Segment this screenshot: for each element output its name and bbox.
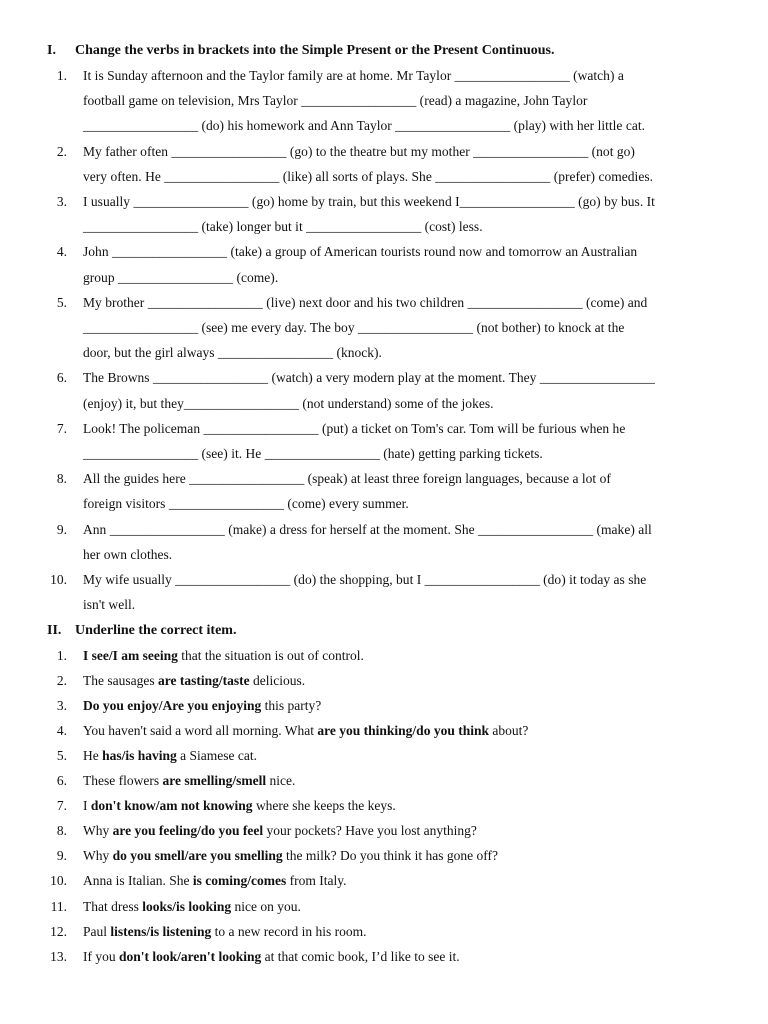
answer-options[interactable]: listens/is listening: [110, 923, 212, 939]
item-number: 4.: [56, 723, 67, 739]
sentence-before: Paul: [83, 923, 111, 939]
section-1-heading: [47, 43, 555, 59]
item-text-line: The Browns _________________ (watch) a very modern play at the moment. They _________________: [83, 370, 655, 386]
item-text-line: My brother _________________ (live) next door and his two children _________________ (come) and: [83, 294, 648, 310]
sentence-after: nice on you.: [231, 898, 301, 914]
answer-options[interactable]: don't look/aren't looking: [119, 948, 262, 964]
item-number: 9.: [56, 848, 67, 864]
sentence-before: These flowers: [83, 773, 163, 789]
item-text-line: All the guides here _________________ (speak) at least three foreign languages, because a lot of: [83, 471, 611, 487]
item-number: 1.: [56, 68, 67, 83]
item-number: 10.: [50, 873, 67, 889]
item-number: 4.: [56, 244, 67, 260]
item-text-line: door, but the girl always _________________ (knock).: [83, 345, 382, 361]
answer-options[interactable]: are you feeling/do you feel: [112, 823, 264, 839]
answer-options[interactable]: has/is having: [102, 748, 177, 764]
sentence-before: The sausages: [83, 673, 158, 689]
choice-sentence: [83, 949, 460, 965]
item-number: 8.: [56, 823, 67, 839]
choice-sentence: [83, 873, 346, 889]
choice-sentence: [83, 848, 498, 864]
choice-sentence: [83, 748, 257, 764]
choice-sentence: [83, 648, 364, 664]
answer-options[interactable]: are you thinking/do you think: [317, 723, 489, 739]
item-text-line: My wife usually _________________ (do) the shopping, but I _________________ (do) it today as she: [83, 572, 647, 587]
item-text-line: foreign visitors _________________ (come) every summer.: [83, 496, 409, 512]
answer-options[interactable]: don't know/am not knowing: [90, 798, 253, 814]
item-number: 12.: [50, 923, 67, 939]
item-text-line: her own clothes.: [83, 546, 173, 562]
item-number: 6.: [56, 370, 67, 386]
choice-sentence: [83, 773, 295, 789]
sentence-before: He: [83, 748, 103, 764]
section-2-title: Underline the correct item.: [75, 623, 237, 638]
item-text-line: I usually _________________ (go) home by train, but this weekend I_________________ (go) by bus. It: [83, 194, 655, 209]
choice-sentence: [83, 723, 528, 739]
item-text-line: John _________________ (take) a group of American tourists round now and tomorrow an Australian: [83, 244, 638, 260]
item-number: 8.: [56, 471, 67, 487]
item-number: 7.: [56, 798, 67, 814]
sentence-after: from Italy.: [286, 873, 347, 889]
sentence-after: about?: [488, 723, 529, 739]
choice-sentence: [83, 823, 477, 839]
sentence-before: You haven't said a word all morning. What: [83, 723, 318, 739]
item-text-line: My father often _________________ (go) to the theatre but my mother _________________ (not go): [83, 143, 635, 159]
section-1-title: Change the verbs in brackets into the Simple Present or the Present Continuous.: [75, 43, 555, 58]
item-text-line: _________________ (do) his homework and Ann Taylor _________________ (play) with her little cat.: [83, 118, 646, 134]
sentence-after: the milk? Do you think it has gone off?: [282, 848, 498, 864]
item-number: 1.: [56, 648, 67, 663]
item-number: 11.: [50, 898, 67, 914]
sentence-after: at that comic book, I’d like to see it.: [261, 948, 460, 964]
answer-options[interactable]: do you smell/are you smelling: [112, 848, 283, 864]
item-text-line: _________________ (see) it. He _________________ (hate) getting parking tickets.: [83, 445, 543, 461]
item-number: 9.: [56, 521, 67, 537]
sentence-before: Anna is Italian. She: [83, 873, 193, 889]
answer-options[interactable]: is coming/comes: [192, 873, 287, 889]
choice-sentence: [83, 798, 396, 814]
item-number: 5.: [56, 748, 67, 764]
sentence-before: If you: [83, 948, 119, 964]
answer-options[interactable]: are tasting/taste: [157, 673, 250, 689]
item-number: 10.: [50, 572, 67, 587]
section-2-numeral: II.: [47, 623, 62, 638]
item-text-line: (enjoy) it, but they_________________ (not understand) some of the jokes.: [83, 395, 494, 411]
sentence-after: nice.: [266, 773, 296, 789]
sentence-before: Why: [83, 848, 113, 864]
choice-sentence: [83, 899, 301, 915]
choice-sentence: [83, 673, 305, 689]
item-number: 5.: [56, 294, 67, 310]
section-1-numeral: I.: [47, 43, 56, 58]
sentence-after: your pockets? Have you lost anything?: [263, 823, 477, 839]
sentence-after: that the situation is out of control.: [177, 648, 364, 663]
answer-options[interactable]: Do you enjoy/Are you enjoying: [83, 698, 262, 714]
item-text-line: very often. He _________________ (like) all sorts of plays. She _________________ (prefer) comedies.: [83, 168, 654, 184]
sentence-before: I: [83, 798, 91, 814]
section-2-heading: [47, 623, 236, 639]
sentence-after: to a new record in his room.: [211, 923, 367, 939]
item-text-line: football game on television, Mrs Taylor _________________ (read) a magazine, John Taylor: [83, 93, 588, 109]
sentence-after: a Siamese cat.: [176, 748, 258, 764]
choice-sentence: [83, 698, 321, 714]
item-text-line: group _________________ (come).: [83, 269, 279, 285]
item-text-line: Look! The policeman _________________ (put) a ticket on Tom's car. Tom will be furious when he: [83, 420, 626, 436]
item-text-line: _________________ (take) longer but it _________________ (cost) less.: [83, 219, 483, 235]
item-text-line: isn't well.: [83, 597, 136, 613]
answer-options[interactable]: looks/is looking: [142, 898, 232, 914]
sentence-before: Why: [83, 823, 113, 839]
item-number: 6.: [56, 773, 67, 789]
item-text-line: It is Sunday afternoon and the Taylor family are at home. Mr Taylor _________________ (watch) a: [83, 68, 624, 83]
answer-options[interactable]: are smelling/smell: [162, 773, 267, 789]
item-number: 2.: [56, 143, 67, 159]
item-number: 7.: [56, 420, 67, 436]
sentence-before: That dress: [83, 898, 143, 914]
item-number: 3.: [56, 194, 67, 209]
answer-options[interactable]: I see/I am seeing: [83, 648, 178, 663]
sentence-after: where she keeps the keys.: [252, 798, 396, 814]
choice-sentence: [83, 924, 367, 940]
item-number: 2.: [56, 673, 67, 689]
item-text-line: _________________ (see) me every day. The boy _________________ (not bother) to knock at the: [83, 319, 625, 335]
item-number: 13.: [50, 948, 67, 964]
item-text-line: Ann _________________ (make) a dress for herself at the moment. She _________________ (make) all: [83, 521, 652, 537]
sentence-after: delicious.: [249, 673, 306, 689]
item-number: 3.: [56, 698, 67, 714]
sentence-after: this party?: [261, 698, 322, 714]
